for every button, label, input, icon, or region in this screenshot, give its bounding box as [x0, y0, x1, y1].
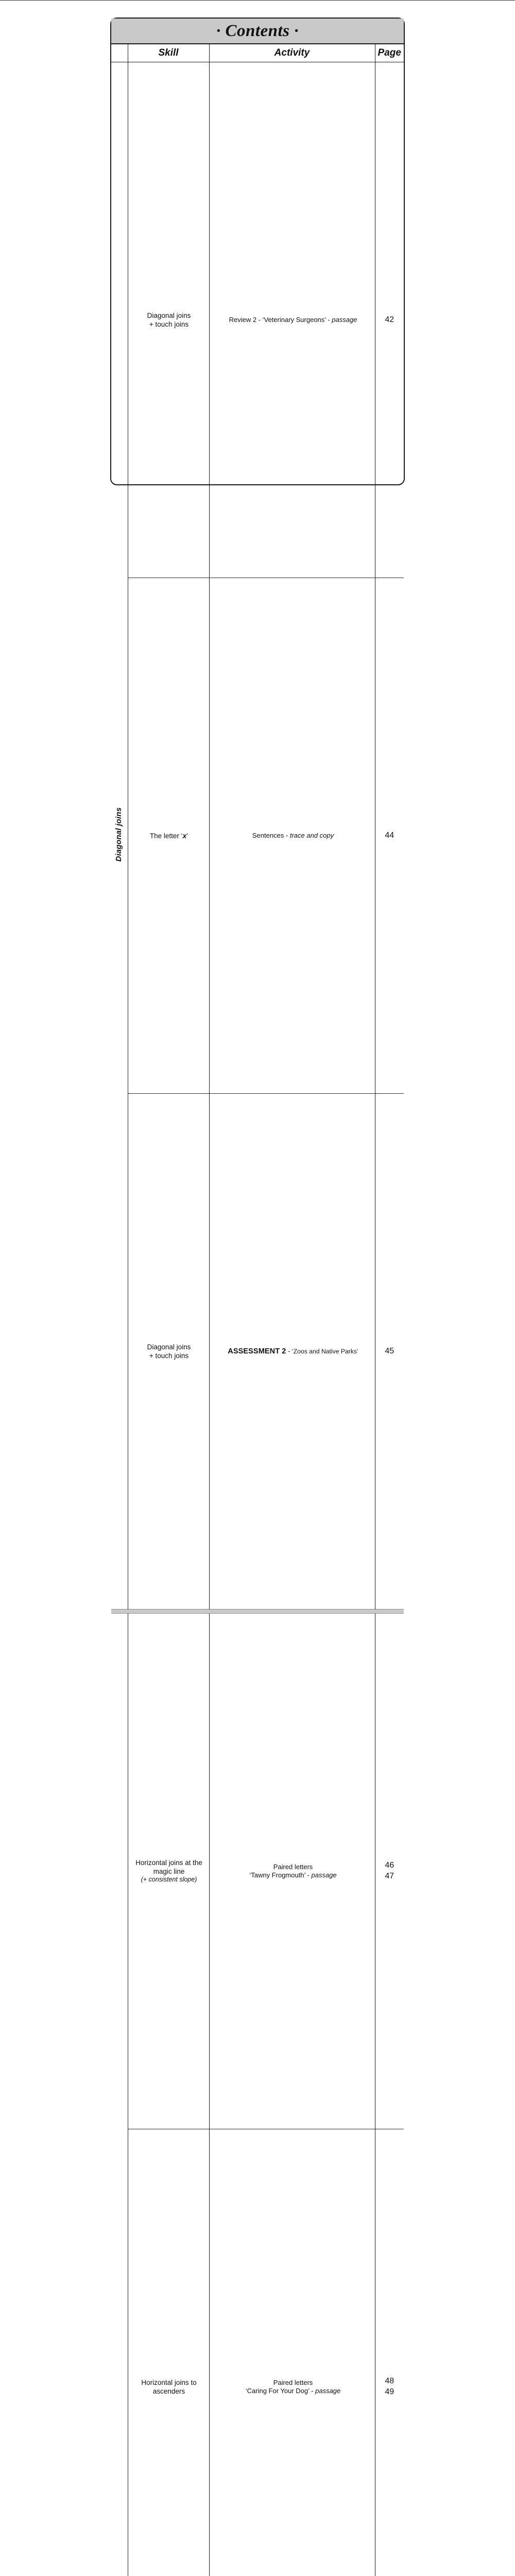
skill-cell [128, 1614, 209, 2129]
activity-type: passage [312, 1871, 337, 1879]
activity-text: Paired letters [273, 2379, 313, 2386]
contents-page [0, 0, 515, 516]
skill-cell [128, 2129, 209, 2576]
section-divider [111, 1609, 404, 1614]
skill-line: The letter ‘ [150, 832, 183, 840]
table-row [111, 1094, 404, 1609]
activity-text: Sentences - [252, 832, 290, 839]
activity-text: - [286, 1347, 292, 1355]
skill-line: ascenders [153, 2387, 185, 2395]
page-cell: 45 [375, 1094, 404, 1609]
category-cell-horizontal-joins [111, 1614, 128, 2576]
skill-line: ’ [186, 832, 188, 840]
activity-type: passage [315, 2387, 340, 2395]
contents-card [110, 18, 405, 485]
table-header-row [111, 44, 404, 62]
skill-line: magic line [153, 1868, 185, 1875]
skill-cell [128, 62, 209, 578]
page-number: 47 [375, 1871, 404, 1882]
skill-line: + touch joins [149, 1352, 188, 1360]
activity-type: passage [332, 316, 357, 324]
page-cell [375, 2129, 404, 2576]
activity-text: Paired letters [273, 1863, 313, 1871]
skill-line: Horizontal joins at the [135, 1859, 202, 1867]
page-title-band [111, 19, 404, 44]
skill-note: (+ consistent slope) [141, 1876, 197, 1883]
column-header-page: Page [375, 44, 404, 62]
activity-title: ‘Tawny Frogmouth’ [249, 1871, 305, 1879]
activity-cell [209, 1614, 375, 2129]
page-cell: 42 [375, 62, 404, 578]
column-header-activity: Activity [209, 44, 375, 62]
activity-text: Review 2 - [229, 316, 263, 324]
skill-cell [128, 578, 209, 1094]
skill-line: + touch joins [149, 320, 188, 328]
skill-cell [128, 1094, 209, 1609]
page-number: 46 [375, 1860, 404, 1871]
table-row [111, 2129, 404, 2576]
assessment-label: ASSESSMENT 2 [228, 1347, 286, 1355]
table-row [111, 1614, 404, 2129]
activity-cell [209, 2129, 375, 2576]
category-label: Diagonal joins [114, 807, 124, 861]
activity-cell [209, 1094, 375, 1609]
skill-line: Horizontal joins to [141, 2379, 196, 2386]
activity-title: ‘Veterinary Surgeons’ [263, 316, 326, 324]
page-cell [375, 1614, 404, 2129]
skill-line: Diagonal joins [147, 312, 191, 319]
activity-type: trace and copy [290, 832, 334, 839]
activity-text: - [310, 2387, 316, 2395]
page-cell: 44 [375, 578, 404, 1094]
contents-table [111, 44, 404, 2576]
page-title: · Contents · [216, 20, 299, 42]
activity-title: ‘Zoos and Native Parks’ [292, 1348, 358, 1355]
activity-cell [209, 578, 375, 1094]
column-header-category [111, 44, 128, 62]
activity-cell [209, 62, 375, 578]
table-row [111, 578, 404, 1094]
skill-line: Diagonal joins [147, 1343, 191, 1351]
table-row [111, 62, 404, 578]
page-number: 49 [375, 2387, 404, 2398]
page-number: 48 [375, 2376, 404, 2387]
category-cell-diagonal-joins [111, 62, 128, 1609]
column-header-skill: Skill [128, 44, 209, 62]
skill-letter: x [183, 832, 187, 840]
activity-text: - [326, 316, 332, 324]
activity-title: ‘Caring For Your Dog’ [246, 2387, 310, 2395]
activity-text: - [305, 1871, 312, 1879]
